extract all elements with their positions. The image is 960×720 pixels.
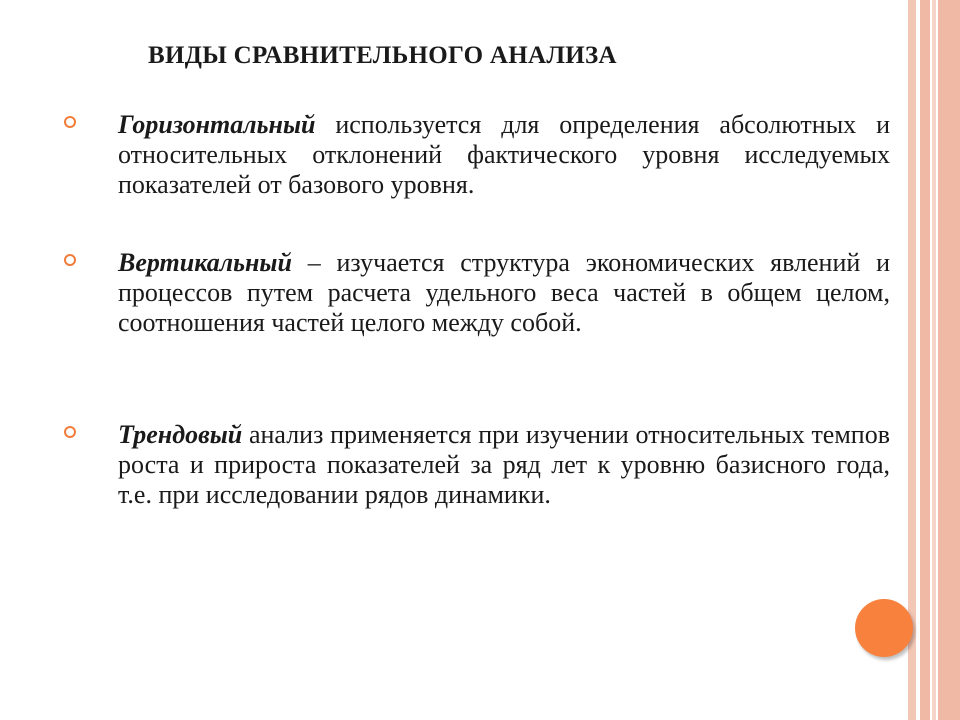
bullet-circle-icon [64,426,76,438]
stripe [920,0,930,720]
item-term: Горизонтальный [118,110,316,139]
item-text [118,248,890,338]
stripe [908,0,916,720]
bullet-circle-icon [64,254,76,266]
item-text [118,110,890,200]
list-item [64,248,890,338]
item-description: анализ применяется при изучении относительных темпов роста и прироста показателей за ряд лет к уровню базисного года, т.е. при исследовании рядов динамики. [118,420,890,509]
decorative-stripes [908,0,960,720]
item-term: Трендовый [118,420,243,449]
item-description: используется для определения абсолютных и относительных отклонений фактического уровня исследуемых показателей от базового уровня. [118,110,890,199]
list-item [64,110,890,200]
item-text [118,420,890,510]
list-item [64,420,890,510]
orange-circle-decoration [855,599,913,657]
bullet-circle-icon [64,116,76,128]
item-term: Вертикальный [118,248,292,277]
stripe [932,0,936,720]
stripe [938,0,960,720]
item-description: – изучается структура экономических явлений и процессов путем расчета удельного веса частей в общем целом, соотношения частей целого между собой. [118,248,890,337]
slide-title: ВИДЫ СРАВНИТЕЛЬНОГО АНАЛИЗА [148,42,617,69]
